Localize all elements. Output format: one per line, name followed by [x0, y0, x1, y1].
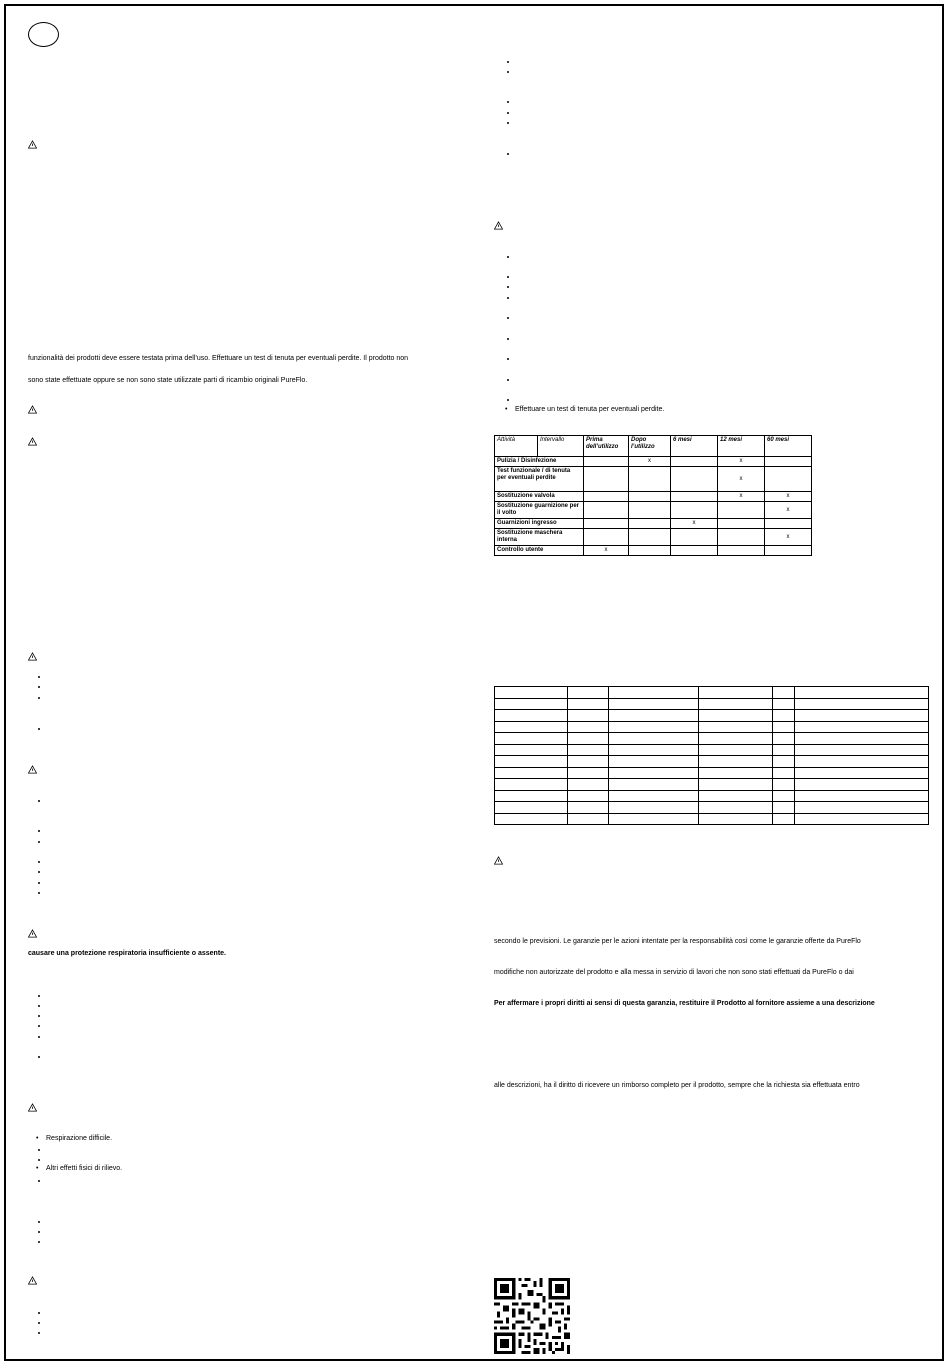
warning-triangle-icon — [28, 929, 37, 938]
table-row — [495, 779, 929, 791]
empty-cell — [773, 687, 795, 699]
interval-mark — [629, 519, 671, 529]
activity-cell: Pulizia / Disinfezione — [495, 457, 584, 467]
interval-mark — [718, 502, 765, 519]
table-row — [495, 687, 929, 699]
body-text-line: funzionalità dei prodotti deve essere testata prima dell’uso. Effettuare un test di tenuta per eventuali perdite. Il prodotto non — [28, 355, 409, 362]
empty-cell — [568, 744, 609, 756]
interval-mark — [584, 457, 629, 467]
interval-mark: x — [765, 502, 812, 519]
warning-triangle-icon — [494, 221, 503, 230]
table-row — [495, 744, 929, 756]
empty-cell — [795, 744, 929, 756]
empty-cell — [495, 744, 568, 756]
empty-cell — [773, 790, 795, 802]
interval-mark — [584, 502, 629, 519]
empty-cell — [699, 813, 773, 825]
table-row — [495, 721, 929, 733]
empty-cell — [773, 779, 795, 791]
interval-mark — [718, 529, 765, 546]
activity-cell: Test funzionale / di tenuta per eventuali perdite — [495, 467, 584, 492]
empty-cell — [773, 710, 795, 722]
interval-mark — [671, 467, 718, 492]
column-header: Prima dell’utilizzo — [584, 436, 629, 457]
activity-cell: Sostituzione valvola — [495, 492, 584, 502]
table-row — [495, 546, 812, 556]
empty-cell — [568, 767, 609, 779]
column-header: Intervallo — [538, 436, 584, 457]
empty-cell — [773, 733, 795, 745]
interval-mark — [584, 519, 629, 529]
table-row — [495, 733, 929, 745]
interval-mark: x — [718, 457, 765, 467]
list-item: • Altri effetti fisici di rilievo. — [36, 1164, 122, 1173]
empty-cell — [699, 779, 773, 791]
empty-cell — [609, 813, 699, 825]
table-row — [495, 790, 929, 802]
interval-mark — [671, 492, 718, 502]
activity-cell: Sostituzione guarnizione per il volto — [495, 502, 584, 519]
table-row — [495, 457, 812, 467]
empty-cell — [609, 767, 699, 779]
interval-mark: x — [765, 529, 812, 546]
warning-triangle-icon — [28, 765, 37, 774]
body-text-line: sono state effettuate oppure se non sono state utilizzate parti di ricambio originali PureFlo. — [28, 377, 308, 384]
empty-cell — [773, 767, 795, 779]
warning-triangle-icon — [28, 437, 37, 446]
empty-cell — [773, 756, 795, 768]
empty-cell — [699, 790, 773, 802]
empty-cell — [699, 756, 773, 768]
warning-triangle-icon — [28, 1276, 37, 1285]
warranty-bold-line: Per affermare i propri diritti ai sensi di questa garanzia, restituire il Prodotto al fornitore assieme a una descrizione — [494, 1000, 875, 1007]
table-row — [495, 767, 929, 779]
warning-triangle-icon — [28, 652, 37, 661]
empty-cell — [495, 779, 568, 791]
empty-cell — [773, 813, 795, 825]
empty-cell — [795, 813, 929, 825]
list-item: • Respirazione difficile. — [36, 1134, 112, 1143]
activity-cell: Guarnizioni ingresso — [495, 519, 584, 529]
empty-cell — [568, 721, 609, 733]
empty-cell — [495, 698, 568, 710]
interval-mark — [629, 546, 671, 556]
empty-cell — [609, 721, 699, 733]
interval-mark — [629, 529, 671, 546]
empty-cell — [795, 756, 929, 768]
warranty-text-line: modifiche non autorizzate del prodotto e alla messa in servizio di lavori che non sono stati effettuati da PureFlo o dai — [494, 969, 854, 976]
empty-cell — [699, 710, 773, 722]
column-header: 12 mesi — [718, 436, 765, 457]
interval-mark: x — [671, 519, 718, 529]
interval-mark — [629, 492, 671, 502]
empty-cell — [795, 790, 929, 802]
empty-cell — [699, 687, 773, 699]
interval-mark — [584, 529, 629, 546]
activity-cell: Sostituzione maschera interna — [495, 529, 584, 546]
empty-cell — [609, 779, 699, 791]
warning-triangle-icon — [28, 1103, 37, 1112]
empty-cell — [495, 710, 568, 722]
interval-mark — [765, 467, 812, 492]
empty-cell — [773, 698, 795, 710]
interval-mark — [671, 546, 718, 556]
warning-triangle-icon — [28, 405, 37, 414]
warranty-text-line: secondo le previsioni. Le garanzie per le azioni intentate per la responsabilità così come le garanzie offerte da PureFlo — [494, 938, 861, 945]
empty-cell — [609, 698, 699, 710]
language-oval-badge — [28, 22, 59, 47]
empty-cell — [795, 767, 929, 779]
table-row — [495, 698, 929, 710]
empty-cell — [773, 721, 795, 733]
table-row — [495, 467, 812, 492]
interval-mark — [765, 546, 812, 556]
empty-cell — [795, 779, 929, 791]
interval-mark — [584, 492, 629, 502]
empty-cell — [568, 710, 609, 722]
interval-mark — [765, 457, 812, 467]
warning-triangle-icon — [28, 140, 37, 149]
page-border — [4, 4, 944, 1361]
empty-cell — [495, 733, 568, 745]
empty-cell — [609, 733, 699, 745]
table-row — [495, 802, 929, 814]
table-row — [495, 710, 929, 722]
empty-cell — [795, 698, 929, 710]
empty-cell — [495, 687, 568, 699]
interval-mark — [584, 467, 629, 492]
empty-cell — [609, 687, 699, 699]
table-row — [495, 492, 812, 502]
empty-cell — [609, 710, 699, 722]
empty-cell — [495, 813, 568, 825]
empty-cell — [795, 802, 929, 814]
qr-code-icon — [494, 1278, 570, 1354]
bold-warning-line: causare una protezione respiratoria insufficiente o assente. — [28, 950, 227, 957]
interval-mark — [629, 502, 671, 519]
list-item: • Effettuare un test di tenuta per eventuali perdite. — [505, 405, 664, 414]
empty-parts-table — [494, 686, 929, 825]
maintenance-table — [494, 435, 812, 556]
column-header: Dopo l’utilizzo — [629, 436, 671, 457]
warning-triangle-icon — [494, 856, 503, 865]
empty-cell — [568, 802, 609, 814]
empty-cell — [699, 767, 773, 779]
empty-cell — [568, 756, 609, 768]
empty-cell — [609, 802, 699, 814]
interval-mark — [671, 502, 718, 519]
empty-cell — [609, 756, 699, 768]
empty-cell — [495, 790, 568, 802]
interval-mark — [718, 519, 765, 529]
empty-cell — [795, 710, 929, 722]
interval-mark — [629, 467, 671, 492]
empty-cell — [609, 790, 699, 802]
column-header: 6 mesi — [671, 436, 718, 457]
empty-cell — [773, 802, 795, 814]
empty-cell — [699, 698, 773, 710]
empty-cell — [495, 802, 568, 814]
empty-cell — [568, 790, 609, 802]
table-row — [495, 519, 812, 529]
empty-cell — [568, 779, 609, 791]
empty-cell — [699, 802, 773, 814]
interval-mark: x — [718, 492, 765, 502]
interval-mark: x — [718, 467, 765, 492]
empty-cell — [568, 733, 609, 745]
empty-cell — [699, 744, 773, 756]
interval-mark — [671, 529, 718, 546]
table-header-row — [495, 436, 812, 457]
empty-cell — [773, 744, 795, 756]
interval-mark — [765, 519, 812, 529]
empty-cell — [495, 721, 568, 733]
interval-mark: x — [765, 492, 812, 502]
interval-mark: x — [584, 546, 629, 556]
empty-cell — [568, 687, 609, 699]
column-header: 60 mesi — [765, 436, 812, 457]
empty-cell — [568, 813, 609, 825]
empty-cell — [795, 733, 929, 745]
empty-cell — [568, 698, 609, 710]
empty-cell — [699, 733, 773, 745]
table-row — [495, 502, 812, 519]
empty-cell — [795, 721, 929, 733]
warranty-text-line: alle descrizioni, ha il diritto di ricevere un rimborso completo per il prodotto, sempre che la richiesta sia effettuata entro — [494, 1082, 860, 1089]
empty-cell — [609, 744, 699, 756]
interval-mark — [718, 546, 765, 556]
empty-cell — [495, 767, 568, 779]
empty-cell — [495, 756, 568, 768]
table-row — [495, 529, 812, 546]
table-row — [495, 813, 929, 825]
table-row — [495, 756, 929, 768]
activity-cell: Controllo utente — [495, 546, 584, 556]
empty-cell — [795, 687, 929, 699]
column-header: Attività — [495, 436, 538, 457]
interval-mark — [671, 457, 718, 467]
empty-cell — [699, 721, 773, 733]
interval-mark: x — [629, 457, 671, 467]
